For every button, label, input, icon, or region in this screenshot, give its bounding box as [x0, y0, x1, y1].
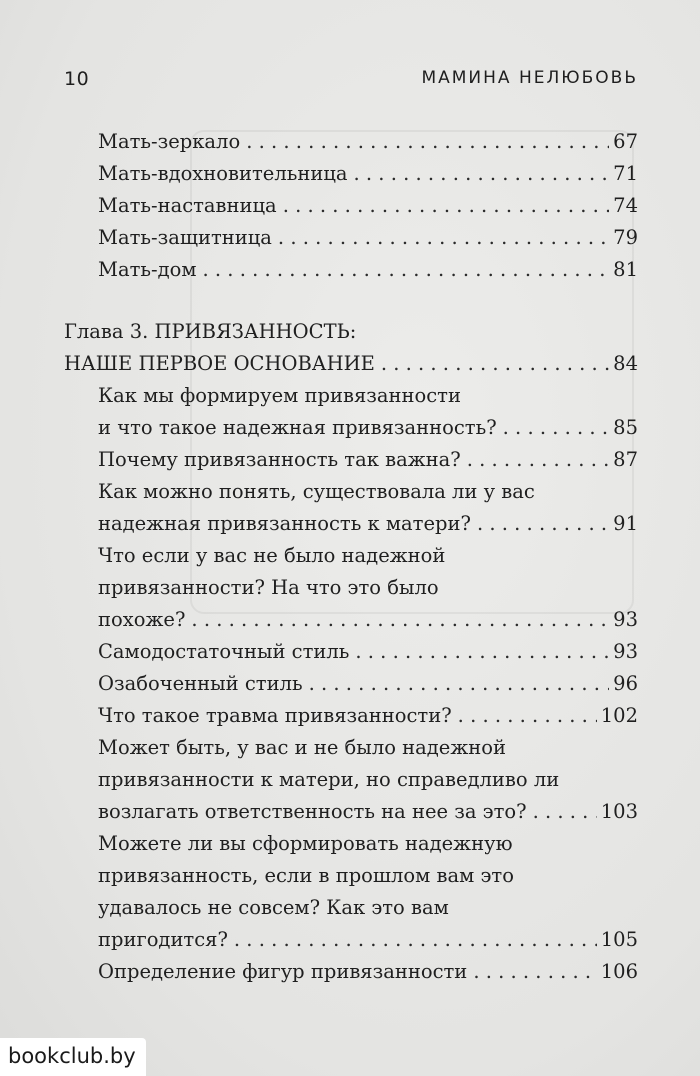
toc-entry-last-line	[64, 348, 638, 380]
dot-leader	[203, 254, 610, 286]
toc-entry-title-line: Как мы формируем привязанности	[98, 384, 461, 407]
toc-entry-title-line: Что если у вас не было надежной	[98, 544, 446, 567]
toc-entry-last-line	[98, 126, 638, 158]
toc-page-number: 85	[613, 416, 638, 439]
toc-entry	[98, 732, 638, 828]
toc-entry	[98, 668, 638, 700]
toc-entry-title-line: Почему привязанность так важна?	[98, 448, 461, 471]
toc-entry-last-line	[98, 796, 638, 828]
toc-entry-title-line: удавалось не совсем? Как это вам	[98, 896, 449, 919]
toc-entry-last-line	[98, 956, 638, 988]
toc-entry	[98, 158, 638, 190]
toc-entry-title-line: возлагать ответственность на нее за это?	[98, 800, 527, 823]
toc-entry-title-line: Мать-защитница	[98, 226, 272, 249]
toc-entry-title-line: похоже?	[98, 608, 186, 631]
toc-entry-title-line: Как можно понять, существовала ли у вас	[98, 480, 535, 503]
toc-entry-title-line: Определение фигур привязанности	[98, 960, 468, 983]
toc-entry-last-line	[98, 158, 638, 190]
dot-leader	[467, 444, 609, 476]
toc-entry-last-line	[98, 636, 638, 668]
toc-entry-last-line	[98, 700, 638, 732]
toc-page-number: 84	[613, 352, 638, 375]
toc-page-number: 103	[600, 800, 638, 823]
toc-entry-title-line: Можете ли вы сформировать надежную	[98, 832, 513, 855]
toc-page-number: 93	[613, 608, 638, 631]
toc-page-number: 74	[613, 194, 638, 217]
toc-entry	[98, 636, 638, 668]
toc-entry-title-line: Что такое травма привязанности?	[98, 704, 452, 727]
dot-leader	[191, 604, 609, 636]
dot-leader	[309, 668, 610, 700]
page-header	[64, 68, 638, 94]
dot-leader	[283, 190, 609, 222]
toc-page-number: 81	[613, 258, 638, 281]
dot-leader	[473, 956, 596, 988]
toc-entry	[98, 828, 638, 956]
toc-entry-last-line	[98, 190, 638, 222]
dot-leader	[533, 796, 597, 828]
toc-entry	[98, 700, 638, 732]
toc-entry-last-line	[98, 444, 638, 476]
toc-entry-title-line: Озабоченный стиль	[98, 672, 303, 695]
toc-entry-last-line	[98, 254, 638, 286]
dot-leader	[246, 126, 609, 158]
toc-page-number: 105	[600, 928, 638, 951]
dot-leader	[503, 412, 610, 444]
toc-page-number: 102	[600, 704, 638, 727]
toc-page-number: 91	[613, 512, 638, 535]
toc-entry-last-line	[98, 604, 638, 636]
toc-page-number: 106	[600, 960, 638, 983]
toc-entry	[98, 222, 638, 254]
running-title: МАМИНА НЕЛЮБОВЬ	[421, 68, 638, 88]
toc-entry-title-line: привязанность, если в прошлом вам это	[98, 864, 514, 887]
toc-entry-title-line: Мать-дом	[98, 258, 197, 281]
toc-chapter-entry	[64, 316, 638, 380]
toc-entry	[98, 956, 638, 988]
toc-entry-last-line	[98, 412, 638, 444]
toc-page-number: 96	[613, 672, 638, 695]
toc-entry-last-line	[98, 222, 638, 254]
table-of-contents	[64, 126, 638, 988]
toc-entry	[98, 476, 638, 540]
dot-leader	[234, 924, 597, 956]
toc-page-number: 67	[613, 130, 638, 153]
toc-entry	[98, 190, 638, 222]
toc-page-number: 93	[613, 640, 638, 663]
watermark: bookclub.by	[0, 1038, 146, 1076]
toc-page-number: 71	[613, 162, 638, 185]
dot-leader	[477, 508, 609, 540]
dot-leader	[381, 348, 609, 380]
dot-leader	[278, 222, 609, 254]
toc-entry-last-line	[98, 668, 638, 700]
dot-leader	[355, 636, 609, 668]
toc-entry-title-line: привязанности? На что это было	[98, 576, 439, 599]
toc-entry-title-line: Может быть, у вас и не было надежной	[98, 736, 506, 759]
toc-entry-title-line: пригодится?	[98, 928, 228, 951]
toc-entry-title-line: Самодостаточный стиль	[98, 640, 350, 663]
toc-entry	[98, 254, 638, 286]
toc-page-number: 87	[613, 448, 638, 471]
toc-entry-last-line	[98, 508, 638, 540]
toc-entry-last-line	[98, 924, 638, 956]
toc-entry-title-line: и что такое надежная привязанность?	[98, 416, 497, 439]
toc-entry-title-line: надежная привязанность к матери?	[98, 512, 471, 535]
toc-entry-title-line: Мать-зеркало	[98, 130, 241, 153]
page-number: 10	[64, 68, 90, 90]
dot-leader	[458, 700, 597, 732]
toc-entry	[98, 126, 638, 158]
toc-entry-title-line: привязанности к матери, но справедливо ли	[98, 768, 560, 791]
toc-entry	[98, 540, 638, 636]
toc-entry-title-line: Мать-наставница	[98, 194, 277, 217]
toc-entry	[98, 444, 638, 476]
toc-page-number: 79	[613, 226, 638, 249]
toc-entry	[98, 380, 638, 444]
toc-entry-title-line: НАШЕ ПЕРВОЕ ОСНОВАНИЕ	[64, 352, 375, 375]
toc-entry-title-line: Глава 3. ПРИВЯЗАННОСТЬ:	[64, 320, 357, 343]
toc-entry-title-line: Мать-вдохновительница	[98, 162, 348, 185]
dot-leader	[354, 158, 610, 190]
